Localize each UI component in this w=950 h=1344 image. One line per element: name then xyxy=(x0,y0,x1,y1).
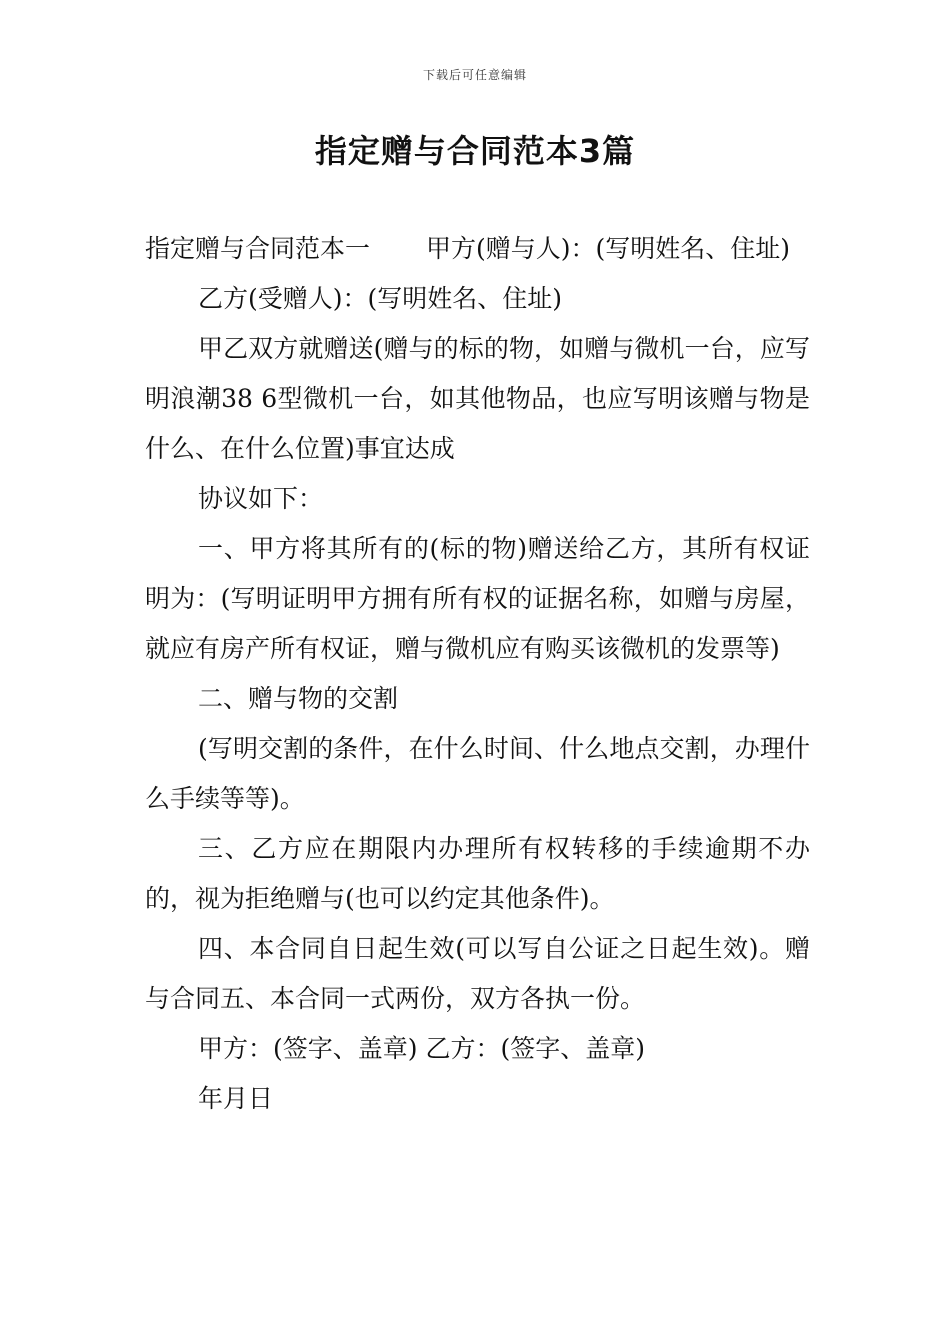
clause-2-body: (写明交割的条件，在什么时间、什么地点交割，办理什么手续等等)。 xyxy=(145,734,810,813)
paragraph-intro xyxy=(145,224,810,274)
clause-1: 一、甲方将其所有的(标的物)赠送给乙方，其所有权证明为：(写明证明甲方拥有所有权的证据名称，如赠与房屋，就应有房产所有权证，赠与微机应有购买该微机的发票等) xyxy=(145,534,810,663)
date-line: 年月日 xyxy=(198,1084,274,1113)
party-a-line: 甲方(赠与人)：(写明姓名、住址) xyxy=(426,234,791,263)
document-title: 指定赠与合同范本3篇 xyxy=(314,132,636,170)
paragraph-agreement-intro: 协议如下： xyxy=(198,484,324,513)
clause-2-heading: 二、赠与物的交割 xyxy=(198,684,399,713)
document-body xyxy=(145,224,810,1124)
paragraph-gift-description: 甲乙双方就赠送(赠与的标的物，如赠与微机一台，应写明浪潮38 6型微机一台，如其他物品，也应写明该赠与物是什么、在什么位置)事宜达成 xyxy=(145,334,810,463)
header-note: 下载后可任意编辑 xyxy=(422,68,527,82)
clause-3: 三、乙方应在期限内办理所有权转移的手续逾期不办的，视为拒绝赠与(也可以约定其他条件)。 xyxy=(145,834,810,913)
party-b-line: 乙方(受赠人)：(写明姓名、住址) xyxy=(198,284,563,313)
signature-line: 甲方：(签字、盖章) 乙方：(签字、盖章) xyxy=(198,1034,645,1063)
clause-4-5: 四、本合同自日起生效(可以写自公证之日起生效)。赠与合同五、本合同一式两份，双方各执一份。 xyxy=(145,934,810,1013)
section-heading: 指定赠与合同范本一 xyxy=(145,234,371,263)
